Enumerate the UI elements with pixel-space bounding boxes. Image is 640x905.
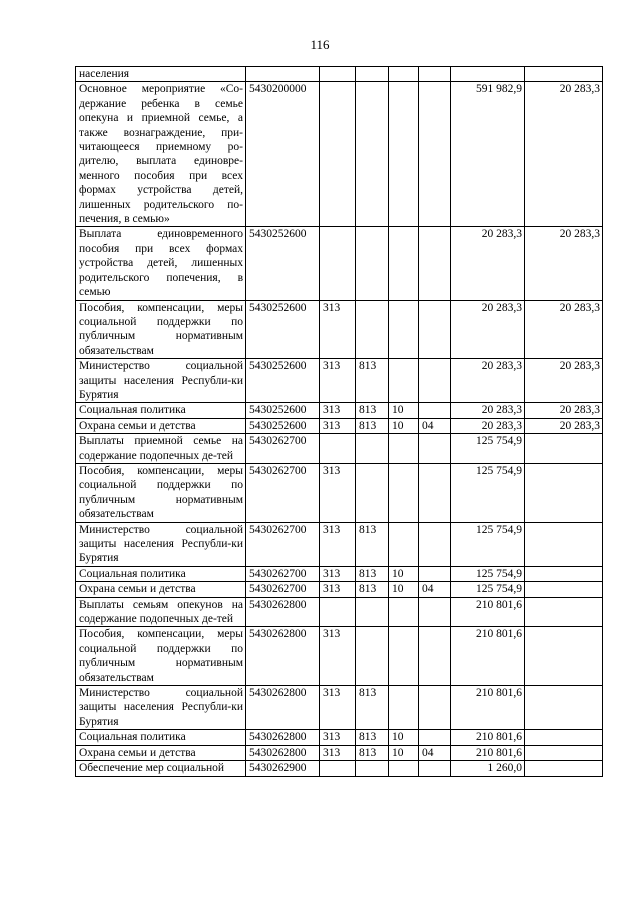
row-name-cell: Социальная политика bbox=[76, 566, 246, 581]
row-name-cell: Социальная политика bbox=[76, 730, 246, 745]
amount-cell bbox=[451, 67, 525, 82]
subsection-code-cell bbox=[389, 522, 419, 566]
section-code-cell bbox=[356, 82, 389, 227]
table-row bbox=[76, 686, 603, 730]
table-row bbox=[76, 745, 603, 760]
target-code-cell: 5430262700 bbox=[246, 522, 320, 566]
target-code-cell: 5430262700 bbox=[246, 566, 320, 581]
ministry-code-cell: 313 bbox=[320, 418, 356, 433]
amount-second-cell: 20 283,3 bbox=[525, 359, 603, 403]
row-name-cell: Пособия, компенсации, меры социальной поддержки по публичным нормативным обязательствам bbox=[76, 627, 246, 686]
amount-second-cell bbox=[525, 566, 603, 581]
row-name-cell: Основное мероприятие «Со-держание ребенка в семье опекуна и приемной семье, а также вознаграждение, при-читающееся приемному ро-дителю, выплата единовре-менного пособия при всех формах устройства детей, лишенных родительского по-печения, в семью» bbox=[76, 82, 246, 227]
section-code-cell: 813 bbox=[356, 418, 389, 433]
amount-second-cell bbox=[525, 761, 603, 776]
section-code-cell: 813 bbox=[356, 403, 389, 418]
amount-second-cell bbox=[525, 730, 603, 745]
amount-cell: 20 283,3 bbox=[451, 403, 525, 418]
subsection-code-cell bbox=[389, 686, 419, 730]
section-code-cell: 813 bbox=[356, 582, 389, 597]
ministry-code-cell bbox=[320, 227, 356, 300]
expense-type-cell bbox=[419, 300, 451, 359]
expense-type-cell bbox=[419, 434, 451, 464]
subsection-code-cell bbox=[389, 434, 419, 464]
table-row bbox=[76, 434, 603, 464]
target-code-cell: 5430262700 bbox=[246, 463, 320, 522]
amount-second-cell: 20 283,3 bbox=[525, 227, 603, 300]
subsection-code-cell: 10 bbox=[389, 582, 419, 597]
amount-cell: 125 754,9 bbox=[451, 522, 525, 566]
target-code-cell: 5430262900 bbox=[246, 761, 320, 776]
section-code-cell bbox=[356, 627, 389, 686]
ministry-code-cell bbox=[320, 761, 356, 776]
section-code-cell: 813 bbox=[356, 686, 389, 730]
table-row bbox=[76, 522, 603, 566]
subsection-code-cell bbox=[389, 597, 419, 627]
ministry-code-cell: 313 bbox=[320, 300, 356, 359]
section-code-cell bbox=[356, 227, 389, 300]
expense-type-cell bbox=[419, 67, 451, 82]
amount-cell: 210 801,6 bbox=[451, 745, 525, 760]
subsection-code-cell: 10 bbox=[389, 730, 419, 745]
table-row bbox=[76, 761, 603, 776]
expense-type-cell bbox=[419, 761, 451, 776]
section-code-cell bbox=[356, 597, 389, 627]
table-row bbox=[76, 730, 603, 745]
amount-second-cell bbox=[525, 582, 603, 597]
row-name-cell: Пособия, компенсации, меры социальной поддержки по публичным нормативным обязательствам bbox=[76, 463, 246, 522]
row-name-cell: Социальная политика bbox=[76, 403, 246, 418]
subsection-code-cell bbox=[389, 227, 419, 300]
expense-type-cell bbox=[419, 82, 451, 227]
row-name-cell: Охрана семьи и детства bbox=[76, 745, 246, 760]
amount-second-cell bbox=[525, 627, 603, 686]
row-name-cell: Министерство социальной защиты населения Республи-ки Бурятия bbox=[76, 686, 246, 730]
subsection-code-cell bbox=[389, 359, 419, 403]
amount-cell: 210 801,6 bbox=[451, 627, 525, 686]
row-name-cell: Выплаты семьям опекунов на содержание подопечных де-тей bbox=[76, 597, 246, 627]
row-name-cell: Охрана семьи и детства bbox=[76, 582, 246, 597]
expense-type-cell bbox=[419, 566, 451, 581]
budget-table bbox=[75, 66, 603, 777]
ministry-code-cell: 313 bbox=[320, 566, 356, 581]
section-code-cell: 813 bbox=[356, 730, 389, 745]
amount-second-cell bbox=[525, 522, 603, 566]
table-row bbox=[76, 300, 603, 359]
amount-cell: 125 754,9 bbox=[451, 582, 525, 597]
ministry-code-cell: 313 bbox=[320, 582, 356, 597]
expense-type-cell bbox=[419, 359, 451, 403]
amount-second-cell bbox=[525, 67, 603, 82]
subsection-code-cell: 10 bbox=[389, 418, 419, 433]
target-code-cell: 5430252600 bbox=[246, 403, 320, 418]
amount-second-cell: 20 283,3 bbox=[525, 418, 603, 433]
target-code-cell: 5430252600 bbox=[246, 300, 320, 359]
amount-cell: 125 754,9 bbox=[451, 434, 525, 464]
table-row bbox=[76, 403, 603, 418]
amount-cell: 210 801,6 bbox=[451, 597, 525, 627]
section-code-cell: 813 bbox=[356, 745, 389, 760]
table-body bbox=[76, 67, 603, 777]
amount-cell: 125 754,9 bbox=[451, 463, 525, 522]
ministry-code-cell: 313 bbox=[320, 522, 356, 566]
table-row bbox=[76, 418, 603, 433]
amount-second-cell bbox=[525, 434, 603, 464]
target-code-cell: 5430262700 bbox=[246, 434, 320, 464]
target-code-cell: 5430262800 bbox=[246, 627, 320, 686]
target-code-cell: 5430262800 bbox=[246, 745, 320, 760]
target-code-cell: 5430262700 bbox=[246, 582, 320, 597]
amount-second-cell: 20 283,3 bbox=[525, 82, 603, 227]
ministry-code-cell bbox=[320, 67, 356, 82]
subsection-code-cell bbox=[389, 300, 419, 359]
expense-type-cell: 04 bbox=[419, 582, 451, 597]
amount-cell: 125 754,9 bbox=[451, 566, 525, 581]
table-row bbox=[76, 566, 603, 581]
amount-cell: 20 283,3 bbox=[451, 227, 525, 300]
amount-cell: 20 283,3 bbox=[451, 418, 525, 433]
subsection-code-cell bbox=[389, 463, 419, 522]
table-row bbox=[76, 227, 603, 300]
expense-type-cell: 04 bbox=[419, 745, 451, 760]
table-row bbox=[76, 597, 603, 627]
target-code-cell: 5430252600 bbox=[246, 418, 320, 433]
amount-cell: 210 801,6 bbox=[451, 686, 525, 730]
ministry-code-cell: 313 bbox=[320, 627, 356, 686]
target-code-cell: 5430200000 bbox=[246, 82, 320, 227]
section-code-cell: 813 bbox=[356, 359, 389, 403]
expense-type-cell bbox=[419, 227, 451, 300]
table-row bbox=[76, 82, 603, 227]
table-row bbox=[76, 463, 603, 522]
table-row bbox=[76, 67, 603, 82]
subsection-code-cell bbox=[389, 82, 419, 227]
row-name-cell: Охрана семьи и детства bbox=[76, 418, 246, 433]
subsection-code-cell bbox=[389, 627, 419, 686]
ministry-code-cell: 313 bbox=[320, 463, 356, 522]
amount-second-cell bbox=[525, 745, 603, 760]
section-code-cell: 813 bbox=[356, 522, 389, 566]
amount-second-cell: 20 283,3 bbox=[525, 300, 603, 359]
ministry-code-cell bbox=[320, 434, 356, 464]
section-code-cell bbox=[356, 463, 389, 522]
row-name-cell: Министерство социальной защиты населения Республи-ки Бурятия bbox=[76, 522, 246, 566]
target-code-cell: 5430252600 bbox=[246, 359, 320, 403]
section-code-cell bbox=[356, 434, 389, 464]
amount-cell: 20 283,3 bbox=[451, 359, 525, 403]
row-name-cell: Выплата единовременного пособия при всех формах устройства детей, лишенных родительского попечения, в семью bbox=[76, 227, 246, 300]
amount-second-cell bbox=[525, 463, 603, 522]
target-code-cell: 5430252600 bbox=[246, 227, 320, 300]
section-code-cell bbox=[356, 761, 389, 776]
subsection-code-cell bbox=[389, 761, 419, 776]
amount-cell: 210 801,6 bbox=[451, 730, 525, 745]
ministry-code-cell: 313 bbox=[320, 403, 356, 418]
expense-type-cell: 04 bbox=[419, 418, 451, 433]
row-name-cell: Выплаты приемной семье на содержание подопечных де-тей bbox=[76, 434, 246, 464]
ministry-code-cell bbox=[320, 82, 356, 227]
section-code-cell bbox=[356, 67, 389, 82]
table-row bbox=[76, 582, 603, 597]
expense-type-cell bbox=[419, 686, 451, 730]
section-code-cell bbox=[356, 300, 389, 359]
expense-type-cell bbox=[419, 403, 451, 418]
expense-type-cell bbox=[419, 627, 451, 686]
row-name-cell: Обеспечение мер социальной bbox=[76, 761, 246, 776]
expense-type-cell bbox=[419, 522, 451, 566]
target-code-cell: 5430262800 bbox=[246, 597, 320, 627]
table-row bbox=[76, 359, 603, 403]
expense-type-cell bbox=[419, 463, 451, 522]
target-code-cell: 5430262800 bbox=[246, 686, 320, 730]
ministry-code-cell: 313 bbox=[320, 730, 356, 745]
amount-cell: 1 260,0 bbox=[451, 761, 525, 776]
expense-type-cell bbox=[419, 597, 451, 627]
subsection-code-cell: 10 bbox=[389, 566, 419, 581]
subsection-code-cell bbox=[389, 67, 419, 82]
ministry-code-cell: 313 bbox=[320, 745, 356, 760]
page-number: 116 bbox=[310, 37, 330, 52]
ministry-code-cell: 313 bbox=[320, 359, 356, 403]
subsection-code-cell: 10 bbox=[389, 745, 419, 760]
amount-cell: 20 283,3 bbox=[451, 300, 525, 359]
section-code-cell: 813 bbox=[356, 566, 389, 581]
ministry-code-cell bbox=[320, 597, 356, 627]
ministry-code-cell: 313 bbox=[320, 686, 356, 730]
row-name-cell: населения bbox=[76, 67, 246, 82]
amount-second-cell: 20 283,3 bbox=[525, 403, 603, 418]
amount-second-cell bbox=[525, 597, 603, 627]
row-name-cell: Пособия, компенсации, меры социальной поддержки по публичным нормативным обязательствам bbox=[76, 300, 246, 359]
expense-type-cell bbox=[419, 730, 451, 745]
amount-cell: 591 982,9 bbox=[451, 82, 525, 227]
row-name-cell: Министерство социальной защиты населения Республи-ки Бурятия bbox=[76, 359, 246, 403]
subsection-code-cell: 10 bbox=[389, 403, 419, 418]
target-code-cell bbox=[246, 67, 320, 82]
target-code-cell: 5430262800 bbox=[246, 730, 320, 745]
table-row bbox=[76, 627, 603, 686]
amount-second-cell bbox=[525, 686, 603, 730]
